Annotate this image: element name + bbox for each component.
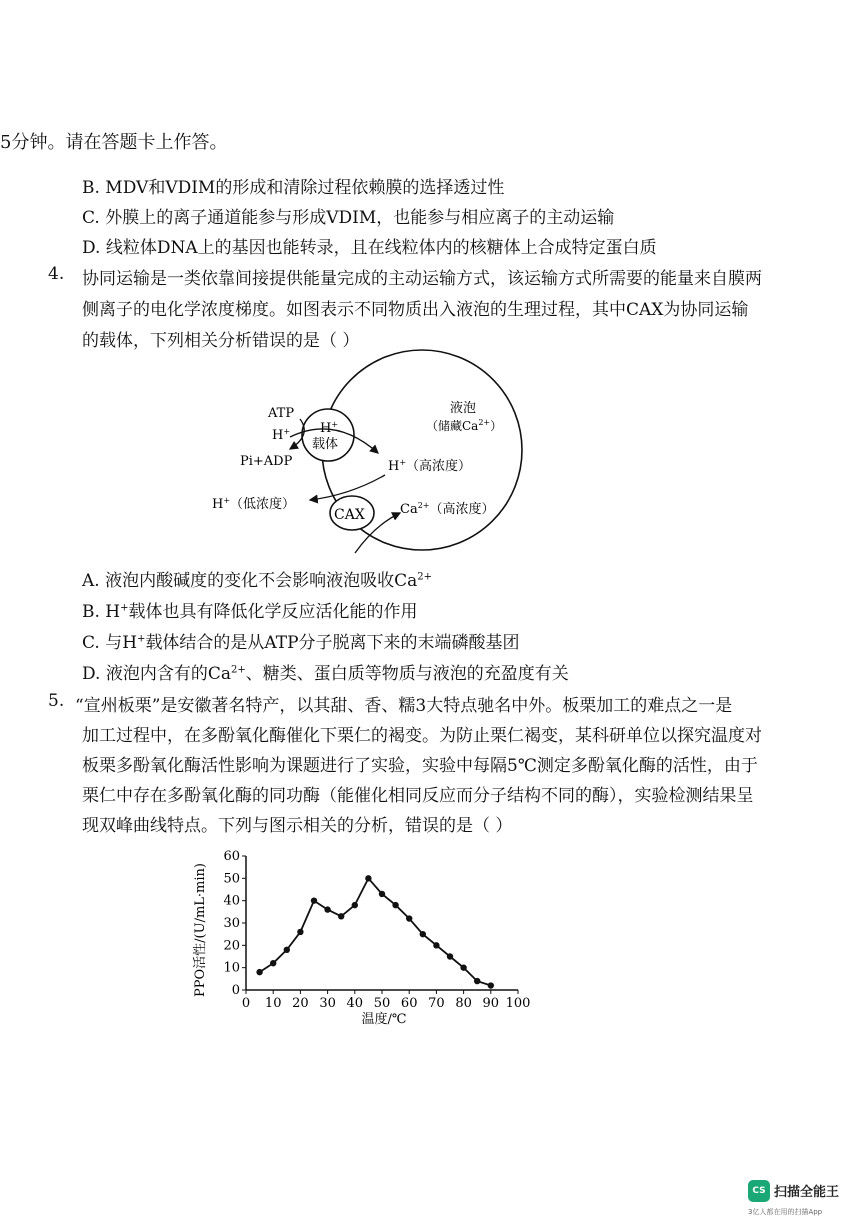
y-tick-label: 60 [223,849,240,864]
q5-stem-line-3: 板栗多酚氧化酶活性影响为课题进行了实验，实验中每隔5℃测定多酚氧化酶的活性，由于 [82,756,758,776]
data-point [488,982,494,988]
h-low-label: H+（低浓度） [212,496,296,512]
x-tick-label: 90 [482,996,500,1011]
vacuole-storage-label: （储藏$Ca^{2+}$） [426,418,503,433]
chart-axes [246,856,518,990]
data-point [324,906,330,912]
x-tick-label: 100 [505,996,531,1011]
y-tick-label: 50 [223,871,240,887]
carrier-label: 载体 [312,437,339,452]
x-tick-label: 60 [400,996,418,1011]
q4-stem-line-3: 的载体，下列相关分析错误的是（ ） [82,331,360,351]
scanner-app-name: 扫描全能王 [774,1185,840,1200]
carrier-h-label: H+ [320,420,339,436]
data-point [256,969,262,975]
chart-points [256,875,494,989]
q5-stem-line-4: 栗仁中存在多酚氧化酶的同功酶（能催化相同反应而分子结构不同的酶），实验检测结果呈 [82,786,754,806]
exam-instruction: 5分钟。请在答题卡上作答。 [0,132,228,153]
q3-option-c: C. 外膜上的离子通道能参与形成VDIM，也能参与相应离子的主动运输 [82,208,615,228]
x-tick-label: 50 [373,996,391,1011]
q4-option-a: A. 液泡内酸碱度的变化不会影响液泡吸收$Ca^{2+}$ [82,571,432,591]
y-tick-label: 40 [223,893,240,909]
scanner-logo-icon: CS [748,1180,770,1202]
h-high-label: H+（高浓度） [388,458,472,474]
data-point [365,875,371,881]
data-point [392,902,398,908]
data-point [270,960,276,966]
ppo-activity-chart [180,840,540,1035]
scanner-tagline: 3亿人都在用的扫描App [748,1208,823,1216]
x-tick-label: 30 [319,996,336,1011]
data-point [311,897,317,903]
q5-stem-line-5: 现双峰曲线特点。下列与图示相关的分析，错误的是（ ） [82,816,513,836]
y-tick-label: 20 [223,938,240,954]
chart-ticks [223,849,530,1011]
data-point [352,902,358,908]
pi-adp-label: Pi+ADP [240,454,293,469]
q4-option-b: B. H+载体也具有降低化学反应活化能的作用 [82,602,418,622]
q3-option-b: B. MDV和VDIM的形成和清除过程依赖膜的选择透过性 [82,178,505,198]
data-point [297,929,303,935]
cax-label: CAX [334,507,365,523]
data-point [474,978,480,984]
y-tick-label: 30 [223,916,240,931]
q4-stem-line-1: 协同运输是一类依靠间接提供能量完成的主动运输方式，该运输方式所需要的能量来自膜两 [82,269,762,289]
data-point [379,891,385,897]
atp-label: ATP [268,406,295,421]
q4-number: 4. [48,264,65,284]
x-tick-label: 80 [455,996,472,1011]
data-point [447,953,453,959]
q3-option-d: D. 线粒体DNA上的基因也能转录，且在线粒体内的核糖体上合成特定蛋白质 [82,238,657,258]
vacuole-label: 液泡 [450,401,477,416]
x-tick-label: 70 [428,996,445,1011]
q5-stem-line-2: 加工过程中，在多酚氧化酶催化下栗仁的褐变。为防止栗仁褐变，某科研单位以探究温度对 [82,726,762,746]
data-point [433,942,439,948]
scanner-watermark [748,1180,863,1222]
ppo-activity-line [260,878,491,985]
data-point [460,964,466,970]
ca-high-label: $Ca^{2+}$（高浓度） [400,501,495,517]
vacuole-transport-diagram [200,345,540,560]
y-tick-label: 10 [223,960,240,976]
data-point [420,931,426,937]
x-tick-label: 10 [264,996,282,1011]
data-point [406,915,412,921]
q4-option-c: C. 与H+载体结合的是从ATP分子脱离下来的末端磷酸基团 [82,633,520,653]
q5-number: 5. [48,691,65,711]
x-tick-label: 40 [346,996,364,1011]
x-tick-label: 0 [241,996,251,1011]
q4-option-d: D. 液泡内含有的$Ca^{2+}$、糖类、蛋白质等物质与液泡的充盈度有关 [82,664,569,684]
h-left-label: H+ [272,427,291,443]
data-point [338,913,344,919]
y-tick-label: 0 [231,983,240,998]
x-axis-label: 温度/℃ [361,1012,407,1027]
data-point [284,947,290,953]
q4-stem-line-2: 侧离子的电化学浓度梯度。如图表示不同物质出入液泡的生理过程，其中CAX为协同运输 [82,300,749,320]
q5-stem-line-1: “宣州板栗”是安徽著名特产，以其甜、香、糯3大特点驰名中外。板栗加工的难点之一是 [75,696,733,716]
y-axis-label: PPO活性/(U/mL·min) [193,863,208,997]
x-tick-label: 20 [292,996,309,1011]
